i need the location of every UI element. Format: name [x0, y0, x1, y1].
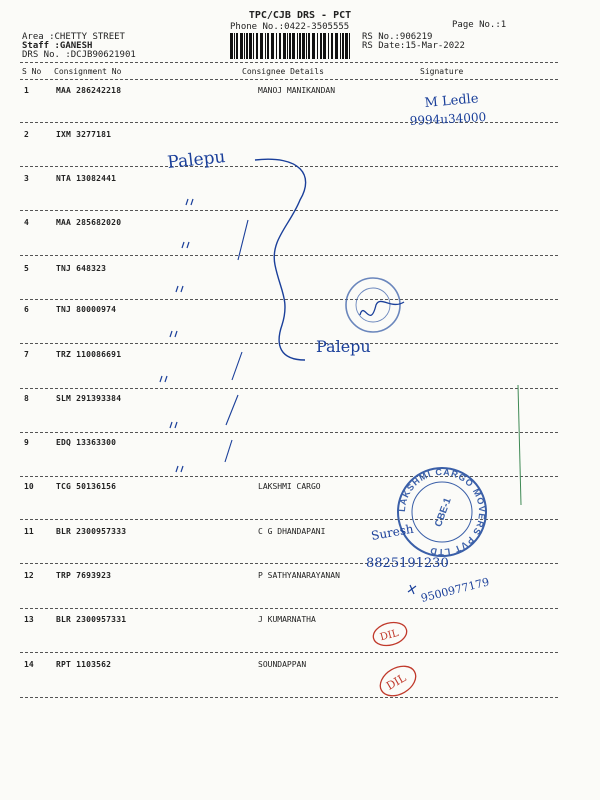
- row-sno: 5: [24, 264, 29, 273]
- row11-signature: Suresh: [370, 521, 415, 543]
- row-sno: 9: [24, 438, 29, 447]
- row-sno: 2: [24, 130, 29, 139]
- handwritten-palepu-1: Palepu: [166, 147, 227, 173]
- row11-phone: 8825191230: [366, 556, 449, 571]
- row-sno: 7: [24, 350, 29, 359]
- dil-mark-1: [371, 619, 410, 649]
- row1-handwritten-name: M Ledle: [424, 91, 480, 111]
- row-consignment-no: IXM 3277181: [56, 130, 112, 139]
- dil-mark-2: [375, 660, 421, 702]
- row-consignment-no: BLR 2300957333: [56, 527, 127, 536]
- row1-handwritten-phone: 9994u34000: [409, 110, 487, 128]
- row-consignment-no: RPT 1103562: [56, 660, 112, 669]
- green-margin-line: [518, 385, 521, 505]
- row-consignee: J KUMARNATHA: [258, 615, 316, 624]
- row-sno: 11: [24, 527, 34, 536]
- stamp-center-text: CBE-1: [433, 496, 454, 529]
- row-consignment-no: TNJ 648323: [56, 264, 107, 273]
- row-sno: 13: [24, 615, 34, 624]
- row-consignment-no: MAA 286242218: [56, 86, 122, 95]
- row-consignee: P SATHYANARAYANAN: [258, 571, 340, 580]
- row-consignment-no: TRP 7693923: [56, 571, 112, 580]
- page-number: Page No.:1: [452, 20, 507, 30]
- row12-phone: 9500977179: [419, 575, 491, 605]
- row-consignment-no: TNJ 80000974: [56, 305, 117, 314]
- phone-number: Phone No.:0422-3505555: [230, 22, 350, 32]
- row-sno: 8: [24, 394, 29, 403]
- row-sno: 1: [24, 86, 29, 95]
- rs-date: RS Date:15-Mar-2022: [362, 41, 465, 51]
- row-consignment-no: MAA 285682020: [56, 218, 122, 227]
- stamp-ring-text: LAKSHMI CARGO MOVERS PVT LTD: [396, 466, 488, 558]
- company-stamp: [397, 467, 487, 557]
- handwritten-palepu-2: Palepu: [316, 337, 371, 356]
- row-consignee: C G DHANDAPANI: [258, 527, 326, 536]
- col-header-consignment: Consignment No: [54, 67, 122, 76]
- round-stamp-blue: [346, 278, 400, 332]
- rs-number: RS No.:906219: [362, 32, 433, 42]
- row-consignee: LAKSHMI CARGO: [258, 482, 321, 491]
- document-title: TPC/CJB DRS - PCT: [248, 10, 352, 21]
- row-sno: 4: [24, 218, 29, 227]
- staff-field: Staff :GANESH: [22, 41, 93, 51]
- svg-text:DIL: DIL: [378, 627, 400, 644]
- area-field: Area :CHETTY STREET: [22, 32, 125, 42]
- row6-signature: [360, 301, 404, 315]
- bracket-line: [255, 159, 306, 360]
- row-sno: 14: [24, 660, 34, 669]
- row-consignment-no: EDQ 13363300: [56, 438, 117, 447]
- row-consignee: MANOJ MANIKANDAN: [258, 86, 336, 95]
- row-consignment-no: BLR 2300957331: [56, 615, 127, 624]
- ditto-marks: [160, 199, 193, 472]
- ditto-strokes: [225, 220, 248, 462]
- row-consignment-no: SLM 291393384: [56, 394, 122, 403]
- row-sno: 10: [24, 482, 34, 491]
- col-header-signature: Signature: [420, 67, 464, 76]
- svg-text:DIL: DIL: [384, 671, 409, 693]
- row-consignment-no: TRZ 110086691: [56, 350, 122, 359]
- col-header-sno: S No: [22, 67, 42, 76]
- row-sno: 6: [24, 305, 29, 314]
- row-consignee: SOUNDAPPAN: [258, 660, 307, 669]
- row12-mark: [408, 585, 416, 594]
- col-header-consignee: Consignee Details: [242, 67, 324, 76]
- drs-number: DRS No. :DCJB90621901: [22, 50, 136, 60]
- row-sno: 12: [24, 571, 34, 580]
- row-sno: 3: [24, 174, 29, 183]
- row-consignment-no: TCG 50136156: [56, 482, 117, 491]
- row-consignment-no: NTA 13082441: [56, 174, 117, 183]
